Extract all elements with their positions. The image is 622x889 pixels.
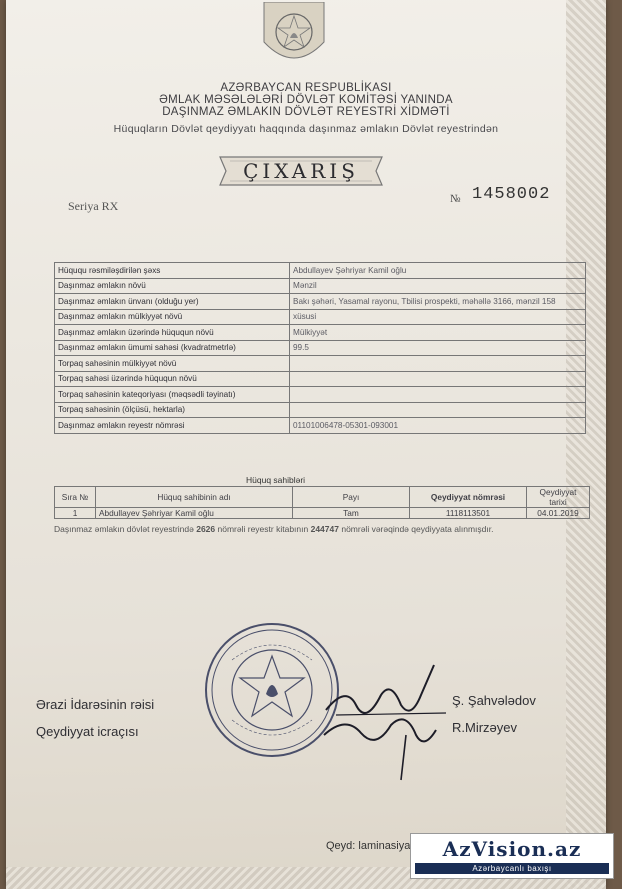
note-book-no: 2626 (196, 524, 216, 534)
property-value: Abdullayev Şəhriyar Kamil oğlu (290, 263, 586, 279)
table-row (55, 325, 586, 341)
header-country: AZƏRBAYCAN RESPUBLİKASI (220, 82, 392, 94)
owner-no: 1 (55, 508, 96, 519)
property-value: xüsusi (290, 309, 586, 325)
watermark-main: AzVision.az (442, 837, 582, 861)
series-label: Seriya RX (68, 199, 119, 213)
signature-name-executor: R.Mirzəyev (452, 720, 518, 735)
property-value (290, 387, 586, 403)
property-label: Daşınmaz əmlakın üzərində hüququn növü (55, 325, 290, 341)
coat-of-arms-icon (244, 2, 344, 72)
header-committee: ƏMLAK MƏSƏLƏLƏRİ DÖVLƏT KOMİTƏSİ YANINDA (159, 94, 453, 106)
property-label: Daşınmaz əmlakın növü (55, 278, 290, 294)
note-part1: Daşınmaz əmlakın dövlət reyestrində (54, 524, 194, 534)
watermark-logo (410, 833, 614, 879)
col-share: Payı (293, 487, 410, 508)
property-label: Daşınmaz əmlakın reyestr nömrəsi (55, 418, 290, 434)
property-label: Torpaq sahəsi üzərində hüququn növü (55, 371, 290, 387)
handwritten-signature (306, 655, 466, 785)
table-row (55, 340, 586, 356)
col-reg-no: Qeydiyyat nömrəsi (410, 487, 527, 508)
property-label: Daşınmaz əmlakın mülkiyyət növü (55, 309, 290, 325)
header-subtitle: Hüquqların Dövlət qeydiyyatı haqqında daşınmaz əmlakın Dövlət reyestrindən (113, 123, 499, 135)
table-row (55, 418, 586, 434)
owner-reg-no: 1118113501 (410, 508, 527, 519)
property-value: Bakı şəhəri, Yasamal rayonu, Tbilisi prospekti, məhəllə 3166, mənzil 158 (290, 294, 586, 310)
owners-title: Hüquq sahibləri (246, 475, 306, 485)
property-label: Torpaq sahəsinin mülkiyyət növü (55, 356, 290, 372)
document-title: ÇIXARIŞ (243, 159, 359, 183)
property-label: Torpaq sahəsinin (ölçüsü, hektarla) (55, 402, 290, 418)
footer-note: Qeyd: laminasiya (326, 840, 411, 852)
table-row (55, 402, 586, 418)
note-part2: nömrəli reyestr kitabının (217, 524, 309, 534)
header-service: DAŞINMAZ ƏMLAKIN DÖVLƏT REYESTRİ XİDMƏTİ (162, 106, 450, 118)
signature-role-executor: Qeydiyyat icraçısı (36, 724, 139, 739)
col-name: Hüquq sahibinin adı (96, 487, 293, 508)
owner-reg-date: 04.01.2019 (527, 508, 590, 519)
document-number: 1458002 (472, 185, 551, 204)
watermark-sub: Azərbaycanlı baxışı (415, 863, 609, 874)
property-value: 01101006478-05301-093001 (290, 418, 586, 434)
table-row (55, 371, 586, 387)
note-sheet-no: 244747 (310, 524, 339, 534)
signature-role-head: Ərazi İdarəsinin rəisi (36, 697, 155, 712)
property-value: Mülkiyyət (290, 325, 586, 341)
property-label: Daşınmaz əmlakın ümumi sahəsi (kvadratmetrlə) (55, 340, 290, 356)
number-sign: № (450, 193, 461, 205)
table-row (55, 278, 586, 294)
table-row (55, 387, 586, 403)
property-label: Torpaq sahəsinin kateqoriyası (məqsədli təyinatı) (55, 387, 290, 403)
property-value: Mənzil (290, 278, 586, 294)
table-row (55, 263, 586, 279)
property-value (290, 371, 586, 387)
document-paper (6, 0, 606, 889)
owner-name: Abdullayev Şəhriyar Kamil oğlu (96, 508, 293, 519)
registry-note (54, 523, 574, 535)
note-part3: nömrəli vərəqində qeydiyyata alınmışdır. (341, 524, 494, 534)
table-row (55, 309, 586, 325)
col-reg-date: Qeydiyyat tarixi (527, 487, 590, 508)
owner-share: Tam (293, 508, 410, 519)
property-label: Daşınmaz əmlakın ünvanı (olduğu yer) (55, 294, 290, 310)
property-table (54, 262, 586, 434)
property-value (290, 356, 586, 372)
property-value (290, 402, 586, 418)
col-no: Sıra № (55, 487, 96, 508)
owners-table (54, 486, 590, 519)
property-label: Hüququ rəsmiləşdirilən şəxs (55, 263, 290, 279)
table-row (55, 508, 590, 519)
property-value: 99.5 (290, 340, 586, 356)
table-row (55, 356, 586, 372)
table-row (55, 294, 586, 310)
signature-name-head: Ş. Şahvələdov (452, 693, 536, 708)
